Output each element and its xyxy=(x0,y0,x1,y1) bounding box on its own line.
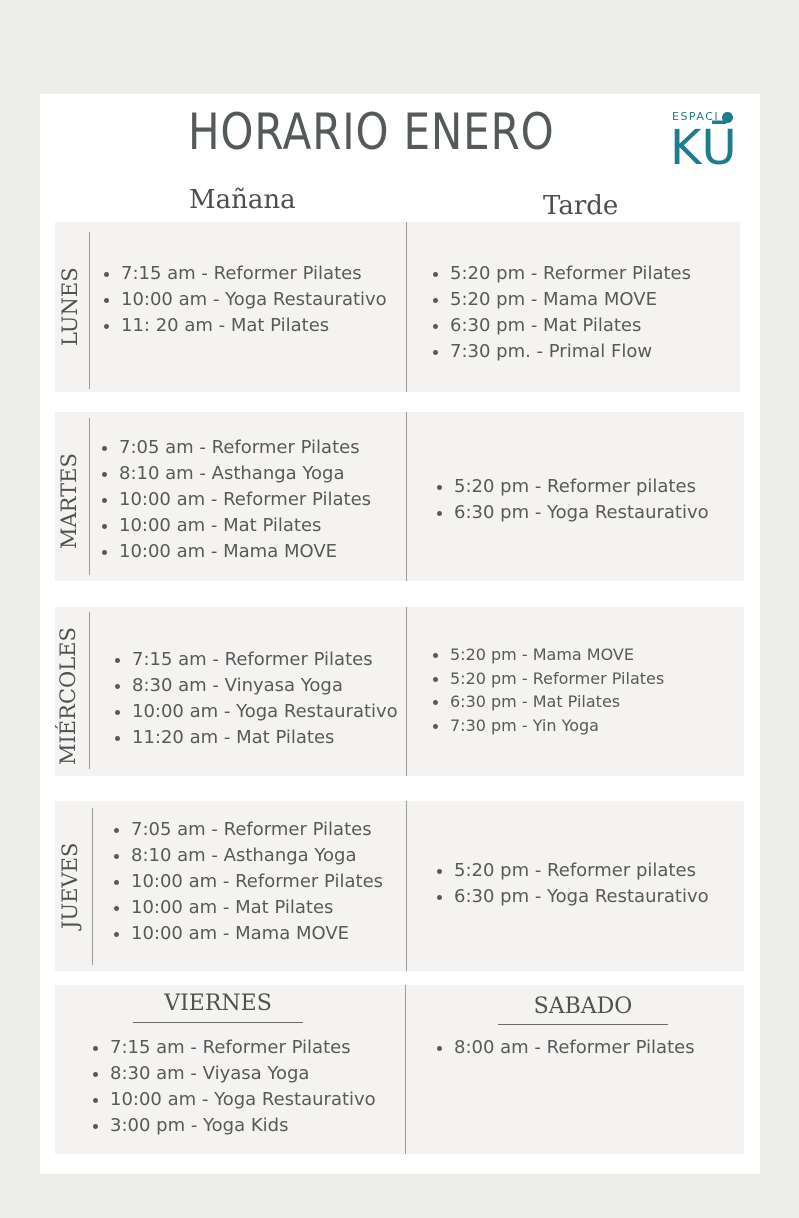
logo-small-text: ESPACI xyxy=(672,110,720,123)
list-item: 8:30 am - Viyasa Yoga xyxy=(90,1061,376,1087)
list-item: 5:20 pm - Reformer Pilates xyxy=(430,261,691,287)
list-item: 8:30 am - Vinyasa Yoga xyxy=(112,673,398,699)
column-divider xyxy=(405,985,406,1154)
day-label-martes: MARTES xyxy=(57,453,81,549)
afternoon-column-header: Tarde xyxy=(543,191,619,221)
list-item: 10:00 am - Yoga Restaurativo xyxy=(101,287,387,313)
martes-afternoon-list xyxy=(434,474,709,526)
list-item: 10:00 am - Reformer Pilates xyxy=(99,487,371,513)
list-item: 5:20 pm - Mama MOVE xyxy=(430,287,691,313)
list-item: 6:30 pm - Mat Pilates xyxy=(430,313,691,339)
list-item: 5:20 pm - Mama MOVE xyxy=(430,643,664,667)
column-divider xyxy=(406,607,407,776)
miercoles-afternoon-list xyxy=(430,643,664,737)
list-item: 7:30 pm - Yin Yoga xyxy=(430,714,664,738)
list-item: 11:20 am - Mat Pilates xyxy=(112,725,398,751)
list-item: 8:10 am - Asthanga Yoga xyxy=(99,461,371,487)
martes-morning-list xyxy=(99,435,371,565)
list-item: 8:10 am - Asthanga Yoga xyxy=(111,843,383,869)
column-divider xyxy=(406,801,407,971)
viernes-list xyxy=(90,1035,376,1139)
list-item: 10:00 am - Reformer Pilates xyxy=(111,869,383,895)
list-item: 7:05 am - Reformer Pilates xyxy=(99,435,371,461)
list-item: 10:00 am - Yoga Restaurativo xyxy=(112,699,398,725)
day-divider xyxy=(89,232,90,389)
list-item: 11: 20 am - Mat Pilates xyxy=(101,313,387,339)
list-item: 6:30 pm - Yoga Restaurativo xyxy=(434,500,709,526)
morning-column-header: Mañana xyxy=(189,185,296,215)
list-item: 10:00 am - Mat Pilates xyxy=(99,513,371,539)
column-divider xyxy=(406,222,407,392)
list-item: 5:20 pm - Reformer Pilates xyxy=(430,667,664,691)
list-item: 7:15 am - Reformer Pilates xyxy=(90,1035,376,1061)
logo-big-text: KŪ xyxy=(670,120,737,176)
espacio-ku-logo xyxy=(672,110,752,180)
list-item: 7:15 am - Reformer Pilates xyxy=(101,261,387,287)
list-item: 10:00 am - Mama MOVE xyxy=(99,539,371,565)
jueves-morning-list xyxy=(111,817,383,947)
day-label-lunes: LUNES xyxy=(58,267,82,346)
miercoles-morning-list xyxy=(112,647,398,751)
jueves-afternoon-list xyxy=(434,858,709,910)
day-divider xyxy=(89,418,90,575)
list-item: 10:00 am - Mama MOVE xyxy=(111,921,383,947)
sabado-underline xyxy=(498,1024,668,1025)
list-item: 10:00 am - Yoga Restaurativo xyxy=(90,1087,376,1113)
sabado-heading: SABADO xyxy=(533,994,633,1019)
list-item: 7:05 am - Reformer Pilates xyxy=(111,817,383,843)
column-divider xyxy=(406,412,407,581)
day-label-miercoles: MIÉRCOLES xyxy=(56,627,80,765)
lunes-morning-list xyxy=(101,261,387,339)
list-item: 3:00 pm - Yoga Kids xyxy=(90,1113,376,1139)
viernes-heading: VIERNES xyxy=(164,991,272,1016)
list-item: 10:00 am - Mat Pilates xyxy=(111,895,383,921)
list-item: 5:20 pm - Reformer pilates xyxy=(434,858,709,884)
list-item: 7:30 pm. - Primal Flow xyxy=(430,339,691,365)
list-item: 8:00 am - Reformer Pilates xyxy=(434,1035,695,1061)
lunes-afternoon-list xyxy=(430,261,691,365)
viernes-underline xyxy=(133,1022,303,1023)
day-divider xyxy=(89,612,90,769)
list-item: 7:15 am - Reformer Pilates xyxy=(112,647,398,673)
list-item: 6:30 pm - Mat Pilates xyxy=(430,690,664,714)
list-item: 6:30 pm - Yoga Restaurativo xyxy=(434,884,709,910)
day-label-jueves: JUEVES xyxy=(58,842,82,929)
day-divider xyxy=(92,808,93,965)
list-item: 5:20 pm - Reformer pilates xyxy=(434,474,709,500)
page-title: HORARIO ENERO xyxy=(188,103,555,161)
sabado-list xyxy=(434,1035,695,1061)
